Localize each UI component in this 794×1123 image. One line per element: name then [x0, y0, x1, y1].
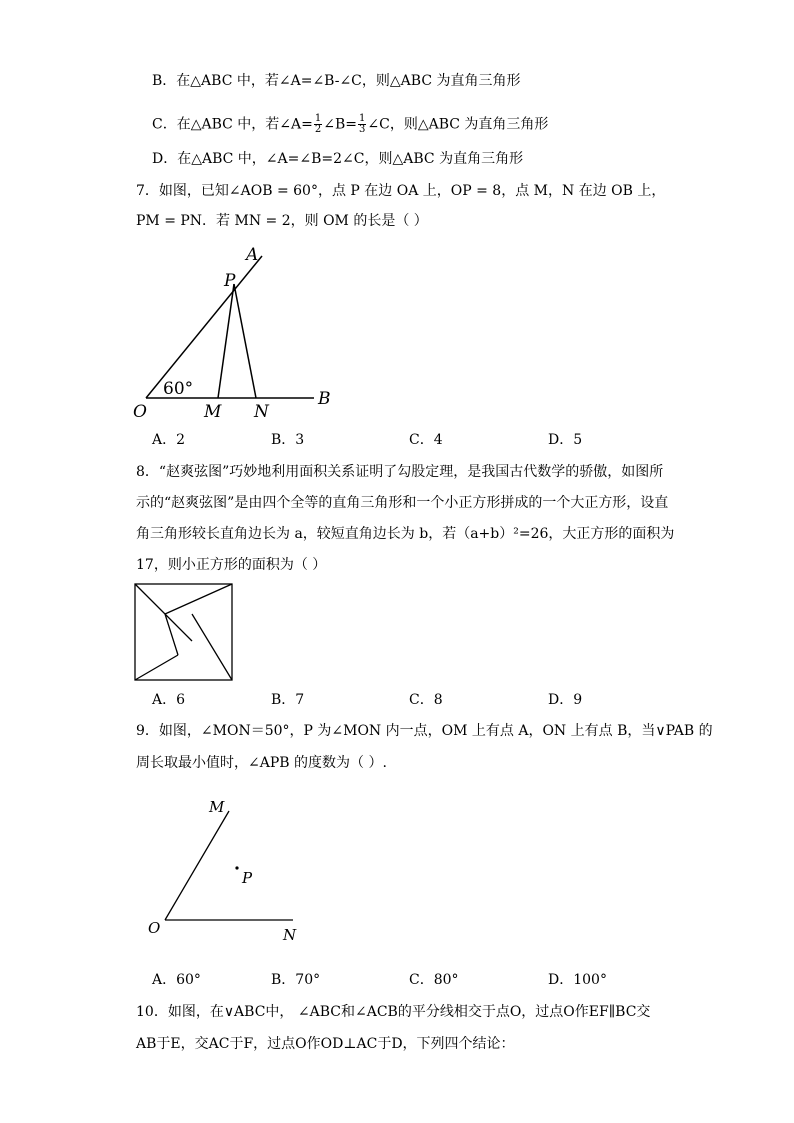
label-n: N [254, 402, 269, 422]
fraction-half: $\frac{1}{2}$ [314, 113, 322, 135]
q6-option-d: D．在△ABC 中，∠A=∠B=2∠C，则△ABC 为直角三角形 [152, 151, 524, 167]
q7-text-line2: PM = PN．若 MN = 2，则 OM 的长是（ ） [136, 213, 428, 229]
label-m: M [209, 798, 225, 816]
q9-option-c: C．80° [409, 972, 459, 988]
label-o: O [133, 402, 147, 422]
inner-small-square [165, 614, 192, 655]
q8-option-d: D．9 [548, 692, 583, 708]
q9-text-line2: 周长取最小值时，∠APB 的度数为（ ）. [136, 755, 387, 771]
q9-text-line1: 9．如图，∠MON＝50°，P 为∠MON 内一点，OM 上有点 A，ON 上有点 B，当∨PAB 的 [136, 723, 713, 739]
inner-line-1 [135, 584, 192, 641]
inner-line-3 [192, 614, 232, 680]
q7-option-a: A．2 [152, 432, 186, 448]
fraction-third: $\frac{1}{3}$ [359, 113, 366, 135]
q8-option-a: A．6 [152, 692, 186, 708]
q8-option-b: B．7 [271, 692, 305, 708]
q8-text-line2: 示的“赵爽弦图”是由四个全等的直角三角形和一个小正方形拼成的一个大正方形，设直 [136, 495, 669, 511]
q8-zhaoshuang-figure [134, 583, 234, 683]
q9-option-b: B．70° [271, 972, 321, 988]
q7-option-d: D．5 [548, 432, 583, 448]
q7-figure [130, 240, 350, 420]
q6-option-c [152, 114, 548, 135]
q9-option-a: A．60° [152, 972, 201, 988]
q8-text-line3: 角三角形较长直角边长为 a，较短直角边长为 b，若（a+b）²=26，大正方形的面积为 [136, 526, 675, 542]
segment-pn [234, 284, 256, 398]
label-b: B [318, 389, 331, 409]
q6-option-c-post: ∠C，则△ABC 为直角三角形 [367, 116, 549, 133]
label-a: A [246, 245, 259, 265]
q10-text-line1: 10．如图，在∨ABC中， ∠ABC和∠ACB的平分线相交于点O，过点O作EF∥BC交 [136, 1004, 651, 1020]
label-n: N [283, 926, 297, 944]
label-p: P [224, 271, 236, 291]
point-p [235, 866, 238, 869]
label-o: O [148, 919, 161, 937]
q7-option-b: B．3 [271, 432, 305, 448]
q6-option-c-mid: ∠B= [323, 116, 357, 133]
q9-figure [145, 795, 315, 945]
q10-text-line2: AB于E，交AC于F，过点O作OD⊥AC于D，下列四个结论： [136, 1036, 515, 1052]
ray-om [165, 811, 229, 920]
q7-text-line1: 7．如图，已知∠AOB = 60°，点 P 在边 OA 上，OP = 8，点 M，N 在边 OB 上， [136, 183, 666, 199]
q8-option-c: C．8 [409, 692, 443, 708]
q7-option-c: C．4 [409, 432, 443, 448]
q8-text-line1: 8．“赵爽弦图”巧妙地利用面积关系证明了勾股定理，是我国古代数学的骄傲，如图所 [136, 464, 664, 480]
inner-line-2 [165, 584, 232, 614]
q9-option-d: D．100° [548, 972, 607, 988]
q6-option-b: B．在△ABC 中，若∠A=∠B-∠C，则△ABC 为直角三角形 [152, 73, 521, 89]
inner-line-4 [135, 655, 178, 680]
label-m: M [204, 402, 222, 422]
label-angle: 60° [163, 379, 194, 399]
label-p: P [242, 869, 253, 887]
ray-oa [146, 256, 262, 398]
q6-option-c-pre: C．在△ABC 中，若∠A= [152, 116, 313, 133]
q8-text-line4: 17，则小正方形的面积为（ ） [136, 557, 327, 573]
